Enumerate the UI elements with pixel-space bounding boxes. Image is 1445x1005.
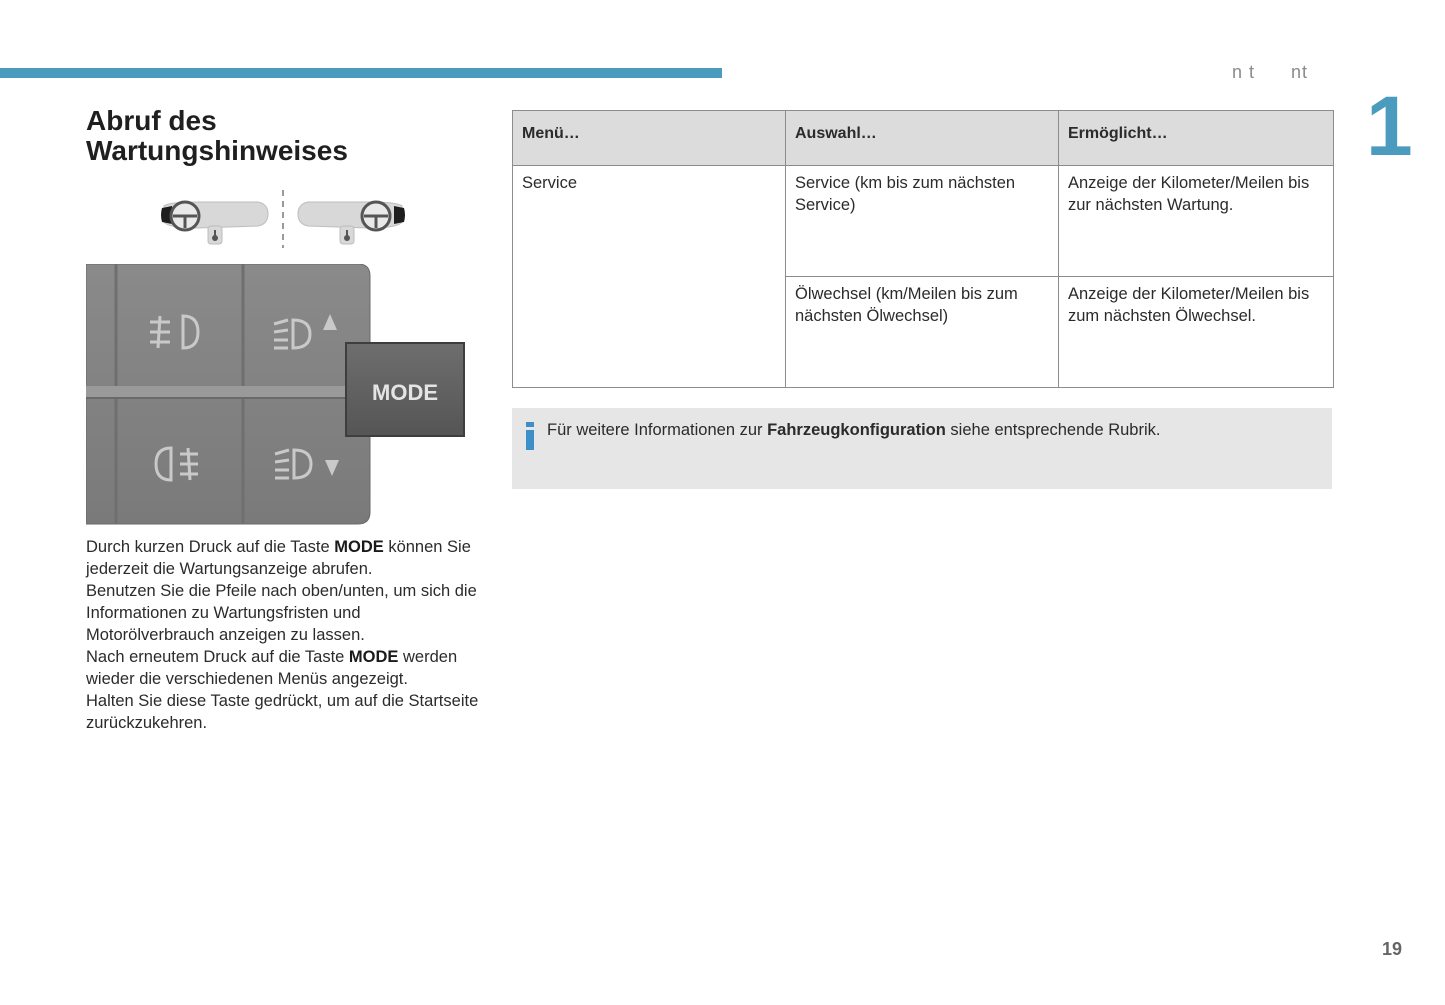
table-cell-menu: Service (513, 166, 786, 388)
info-note-text: Für weitere Informationen zur Fahrzeugkonfiguration siehe entsprechende Rubrik. (547, 421, 1161, 439)
page-title: Abruf des Wartungshinweises (86, 105, 348, 166)
table-header-row (513, 111, 1334, 166)
instructions-text (86, 536, 486, 734)
table-cell-auswahl: Ölwechsel (km/Meilen bis zum nächsten Ölwechsel) (786, 277, 1059, 388)
table-cell-ermoeglicht: Anzeige der Kilometer/Meilen bis zum nächsten Ölwechsel. (1059, 277, 1334, 388)
steering-stalks-illustration (158, 188, 408, 250)
info-note (512, 408, 1332, 489)
paragraph: Benutzen Sie die Pfeile nach oben/unten, um sich die Informationen zu Wartungsfristen und Motorölverbrauch anzeigen zu lassen. (86, 582, 477, 644)
paragraph: Nach erneutem Druck auf die Taste MODE werden wieder die verschiedenen Menüs angezeigt. (86, 648, 458, 688)
table-row (513, 166, 1334, 277)
running-header: n t nt (1232, 62, 1309, 82)
header-accent-bar (0, 68, 722, 78)
mode-button (346, 343, 464, 436)
chapter-number: 1 (1366, 79, 1413, 173)
column-header-menu: Menü… (513, 111, 786, 166)
mode-button-label: MODE (372, 380, 438, 405)
column-header-ermoeglicht: Ermöglicht… (1059, 111, 1334, 166)
info-icon (525, 422, 535, 450)
service-menu-table (512, 110, 1334, 388)
paragraph: Halten Sie diese Taste gedrückt, um auf die Startseite zurückzukehren. (86, 692, 479, 732)
page-number: 19 (1382, 939, 1403, 959)
table-cell-ermoeglicht: Anzeige der Kilometer/Meilen bis zur nächsten Wartung. (1059, 166, 1334, 277)
table-cell-auswahl: Service (km bis zum nächsten Service) (786, 166, 1059, 277)
light-switch-panel-illustration (86, 264, 466, 526)
column-header-auswahl: Auswahl… (786, 111, 1059, 166)
steering-wheel-icon (161, 202, 268, 244)
steering-wheel-icon (298, 202, 405, 244)
paragraph: Durch kurzen Druck auf die Taste MODE können Sie jederzeit die Wartungsanzeige abrufen. (86, 538, 471, 578)
